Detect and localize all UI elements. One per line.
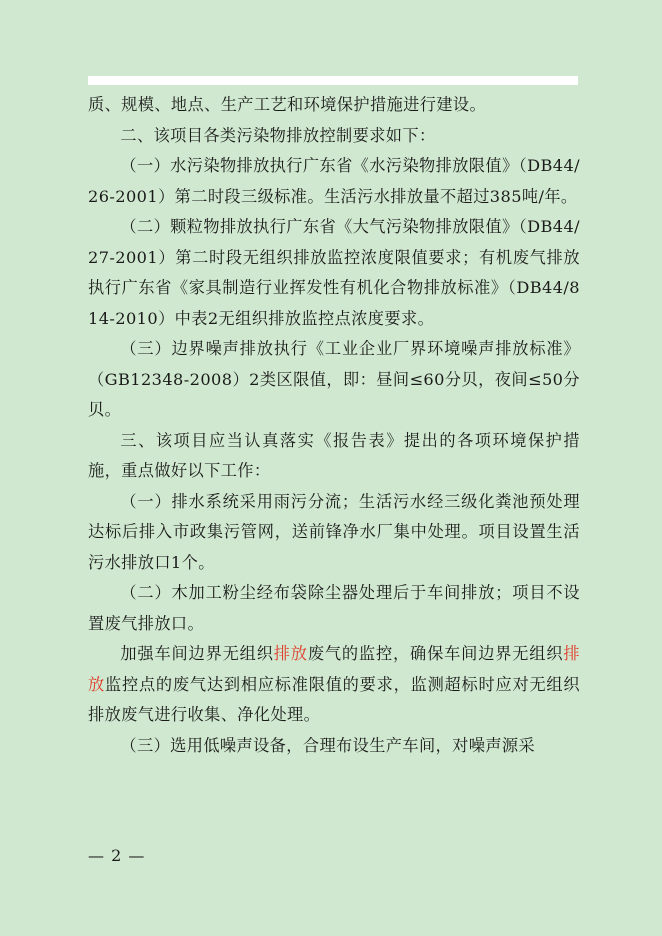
page-number: — 2 — bbox=[88, 846, 146, 865]
paragraph-highlight bbox=[88, 639, 580, 731]
highlighted-word-2: 排放 bbox=[88, 644, 580, 694]
paragraph-last: （三）选用低噪声设备，合理布设生产车间，对噪声源采 bbox=[120, 735, 536, 755]
paragraph-4: （二）颗粒物排放执行广东省《大气污染物排放限值》（DB44/27-2001）第二时段无组织排放监控浓度限值要求；有机废气排放执行广东省《家具制造行业挥发性有机化合物排放标准》（DB44/814-2010）中表2无组织排放监控点浓度要求。 bbox=[88, 217, 580, 328]
highlight-text-before: 加强车间边界无组织 bbox=[120, 644, 274, 663]
paragraph-8: （二）木加工粉尘经布袋除尘器处理后于车间排放；项目不设置废气排放口。 bbox=[88, 583, 580, 633]
highlight-text-middle: 废气的监控，确保车间边界无组织 bbox=[307, 644, 564, 663]
top-white-bar bbox=[88, 76, 578, 85]
paragraph-5: （三）边界噪声排放执行《工业企业厂界环境噪声排放标准》（GB12348-2008）2类区限值，即：昼间≤60分贝，夜间≤50分贝。 bbox=[88, 339, 580, 419]
paragraph-2: 二、该项目各类污染物排放控制要求如下： bbox=[120, 125, 436, 145]
paragraph-3: （一）水污染物排放执行广东省《水污染物排放限值》（DB44/26-2001）第二时段三级标准。生活污水排放量不超过385吨/年。 bbox=[88, 156, 580, 206]
document-body bbox=[88, 90, 580, 761]
paragraph-7: （一）排水系统采用雨污分流；生活污水经三级化粪池预处理达标后排入市政集污管网，送前锋净水厂集中处理。项目设置生活污水排放口1个。 bbox=[88, 491, 580, 572]
paragraph-6: 三、该项目应当认真落实《报告表》提出的各项环境保护措施，重点做好以下工作： bbox=[88, 430, 580, 480]
highlighted-word-1: 排放 bbox=[273, 644, 308, 663]
paragraph-1: 质、规模、地点、生产工艺和环境保护措施进行建设。 bbox=[88, 95, 487, 114]
highlight-text-after: 监控点的废气达到相应标准限值的要求，监测超标时应对无组织排放废气进行收集、净化处理。 bbox=[88, 674, 580, 724]
